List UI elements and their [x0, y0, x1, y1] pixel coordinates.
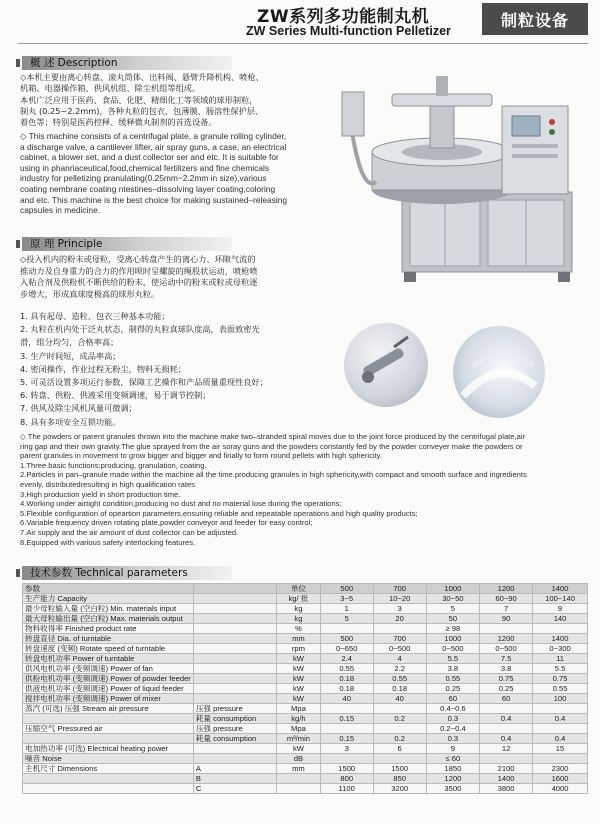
table-cell: 搅拌电机功率 (变频调速) Power of mixer: [23, 694, 194, 704]
table-cell: [193, 624, 276, 634]
table-cell: 1: [320, 604, 373, 614]
table-cell: [533, 624, 588, 634]
table-cell: 最大母粒输出量 (空白粒) Max. materials output: [23, 614, 194, 624]
table-cell: [373, 624, 426, 634]
table-cell: 主机尺寸 Dimensions: [23, 764, 194, 774]
table-row: [23, 604, 588, 614]
table-cell: 10~20: [373, 594, 426, 604]
text-line: 7.Air supply and the air amount of dust collector can be adjusted.: [20, 527, 239, 537]
table-cell: [193, 604, 276, 614]
table-row: [23, 654, 588, 664]
table-cell: 0.18: [373, 684, 426, 694]
table-row: [23, 724, 588, 734]
table-cell: 60~90: [480, 594, 533, 604]
text-line: 机箱、电器操作箱、供风机组、除尘机组等组成。: [20, 83, 201, 94]
table-cell: 1600: [533, 774, 588, 784]
table-cell: 1850: [426, 764, 480, 774]
text-line: 推动力及自身重力的合力的作用呗时呈螺旋的绳股状运动，喷枪喷: [20, 265, 258, 276]
table-cell: [533, 754, 588, 764]
table-cell: [23, 784, 194, 794]
table-cell: 蒸汽 (可选) 压强 Stream air pressure: [23, 704, 194, 714]
text-line: ◇投入机内的粉末或母粒，受离心转盘产生的离心力、环隙气流的: [20, 254, 256, 264]
table-cell: 0.55: [426, 674, 480, 684]
table-cell: 供粉电机功率 (变频调速) Power of powder feeder: [23, 674, 194, 684]
description-en: [20, 131, 287, 216]
table-cell: 700: [373, 634, 426, 644]
table-cell: [480, 624, 533, 634]
table-cell: 5.5: [426, 654, 480, 664]
table-cell: kW: [277, 694, 321, 704]
text-line: ◇ The powders or parent granules thrown into the machine make two–stranded spiral moves due to the joint force produced by the centrifugal plate,air: [20, 432, 526, 441]
table-cell: kg: [277, 604, 321, 614]
table-row: [23, 594, 588, 604]
table-row: [23, 614, 588, 624]
table-cell: 0.55: [373, 674, 426, 684]
table-cell: [193, 644, 276, 654]
table-cell: 850: [373, 774, 426, 784]
table-cell: [533, 724, 588, 734]
table-cell: 0~300: [533, 644, 588, 654]
table-row: [23, 754, 588, 764]
table-cell: 0~650: [320, 644, 373, 654]
table-cell: 700: [373, 584, 426, 594]
table-cell: [23, 714, 194, 724]
table-cell: 2.2: [373, 664, 426, 674]
table-cell: [193, 634, 276, 644]
table-cell: 30~50: [426, 594, 480, 604]
table-cell: [193, 594, 276, 604]
table-cell: 0.15: [320, 714, 373, 724]
table-cell: 3: [373, 604, 426, 614]
table-cell: 耗量 consumption: [193, 734, 276, 744]
table-cell: 100: [533, 694, 588, 704]
feature-item: 4. 密闭操作，作业过程无粉尘，物料无损耗；: [20, 363, 186, 374]
table-cell: dB: [277, 754, 321, 764]
table-cell: 60: [480, 694, 533, 704]
text-line: 1.Three basic functions:producing, granulation, coating.: [20, 460, 207, 470]
table-cell: 电加热功率 (可选) Electrical heating power: [23, 744, 194, 754]
table-cell: 15: [533, 744, 588, 754]
table-cell: [480, 704, 533, 714]
feature-item: 2. 丸粒在机内处于泛丸状态，制得的丸粒真球队度高，表面致密光: [20, 324, 260, 335]
table-cell: 4: [373, 654, 426, 664]
spray-gun-photo: [344, 323, 428, 407]
table-row: [23, 714, 588, 724]
table-cell: 0.4: [480, 734, 533, 744]
table-cell: kg: [277, 614, 321, 624]
table-cell: 0.2: [373, 734, 426, 744]
table-cell: 0~500: [426, 644, 480, 654]
text-line: using in phanriaceutical,food,chemical fertilizers and fine chemicals: [20, 162, 270, 173]
table-cell: [193, 654, 276, 664]
text-line: capsules in medicine.: [20, 205, 101, 216]
table-cell: 140: [533, 614, 588, 624]
table-row: [23, 744, 588, 754]
table-row: [23, 784, 588, 794]
table-row: [23, 684, 588, 694]
table-cell: 5: [320, 614, 373, 624]
table-cell: 0.2~0.4: [426, 724, 480, 734]
feature-item: 7. 供风及除尘风机风量可微调；: [20, 403, 137, 414]
table-cell: 3800: [480, 784, 533, 794]
text-line: and etc. This machine is the best choice for making sustained–releasing: [20, 194, 288, 205]
table-cell: 7: [480, 604, 533, 614]
text-line: 2.Particles in pan–granule made within the machine all the time.producing granules in high sphericity,with compact and smooth surface and ingredients: [20, 470, 527, 480]
table-cell: 1400: [533, 584, 588, 594]
principle-heading: 原 理 Principle: [22, 237, 232, 251]
table-cell: 0.55: [320, 664, 373, 674]
table-cell: 0.18: [320, 684, 373, 694]
table-cell: ≤ 60: [426, 754, 480, 764]
feature-item: 5. 可灵活设置多项运行参数，保障工艺操作和产品质量重现性良好；: [20, 377, 268, 388]
table-cell: B: [193, 774, 276, 784]
table-cell: 1200: [426, 774, 480, 784]
table-cell: kW: [277, 664, 321, 674]
table-cell: 1200: [480, 584, 533, 594]
table-row: [23, 624, 588, 634]
table-cell: 3.8: [480, 664, 533, 674]
table-cell: kW: [277, 654, 321, 664]
table-row: [23, 694, 588, 704]
table-cell: [320, 754, 373, 764]
table-cell: 1400: [480, 774, 533, 784]
table-cell: 3: [320, 744, 373, 754]
table-cell: 6: [373, 744, 426, 754]
feature-item: 3. 生产时间短，成品率高；: [20, 350, 121, 361]
table-cell: 5.5: [533, 664, 588, 674]
table-cell: 0.55: [533, 684, 588, 694]
text-line: 入粘合剂及供粉机不断供给的粉末，使运动中的粉末或粒或母粒逐: [20, 277, 258, 288]
features-cn: [20, 310, 268, 429]
table-cell: 20: [373, 614, 426, 624]
text-line: ◇ This machine consists of a centrifugal plate, a granule rolling cylinder,: [20, 131, 287, 141]
table-cell: ≥ 98: [426, 624, 480, 634]
text-line: ring gap and their own gravity.The glue sprayed from the air soray guns and the powders constantly fed by the powder conveyer make the powders or: [20, 441, 523, 451]
table-cell: 5: [426, 604, 480, 614]
table-cell: 3200: [373, 784, 426, 794]
table-cell: 供液电机功率 (变频调速) Power of liquid feeder: [23, 684, 194, 694]
table-cell: 11: [533, 654, 588, 664]
table-cell: 2.4: [320, 654, 373, 664]
table-cell: %: [277, 624, 321, 634]
pellets-photo: [453, 326, 545, 418]
text-line: 5.Flexible configuration of opeartion parameters,ensuring reliable and repeatable operations and high quality products;: [20, 508, 418, 518]
table-cell: [193, 754, 276, 764]
table-cell: 2100: [480, 764, 533, 774]
table-cell: 0~500: [373, 644, 426, 654]
table-cell: 0.15: [320, 734, 373, 744]
table-cell: 1000: [426, 584, 480, 594]
table-cell: 500: [320, 634, 373, 644]
table-cell: [480, 724, 533, 734]
description-heading: 概 述 Description: [22, 56, 232, 70]
table-cell: 单位: [277, 584, 321, 594]
pelletizer-machine-image: [332, 72, 588, 290]
table-cell: [277, 774, 321, 784]
table-row: [23, 764, 588, 774]
table-cell: m³/min: [277, 734, 321, 744]
feature-item: 6. 转盘、供粉、供液采用变频调速，易于调节控制；: [20, 390, 211, 401]
table-cell: [373, 754, 426, 764]
table-cell: 0.25: [426, 684, 480, 694]
table-cell: [193, 694, 276, 704]
table-cell: 3.8: [426, 664, 480, 674]
table-cell: [193, 744, 276, 754]
table-cell: 500: [320, 584, 373, 594]
table-cell: [277, 784, 321, 794]
text-line: evenly, distributedresulting in high qualification rates: [20, 479, 196, 489]
principle-en: [20, 432, 527, 547]
table-cell: [193, 584, 276, 594]
feature-item: 1. 具有起母、造粒、包衣三种基本功能；: [20, 311, 170, 321]
table-cell: kg/h: [277, 714, 321, 724]
table-cell: 0.25: [480, 684, 533, 694]
principle-cn: [20, 254, 257, 300]
table-cell: [480, 754, 533, 764]
technical-heading: 技术参数 Technical parameters: [22, 566, 232, 580]
table-cell: 0.4: [533, 714, 588, 724]
text-line: 着色等；特别是医药控释、缓释微丸制剂的首选设备。: [20, 117, 217, 128]
table-row: [23, 674, 588, 684]
table-cell: [23, 734, 194, 744]
text-line: 步增大，形成真球度极高的球形丸粒。: [20, 288, 160, 299]
table-cell: 9: [533, 604, 588, 614]
table-cell: 1100: [320, 784, 373, 794]
table-cell: 60: [426, 694, 480, 704]
table-cell: 0.4~0.6: [426, 704, 480, 714]
table-cell: Mpa: [277, 704, 321, 714]
text-line: parent granules in movement to grow bigger and bigger and finally to form round pellets with high sphericity.: [20, 451, 383, 461]
table-cell: 压强 pressure: [193, 704, 276, 714]
feature-item: 8. 具有多项安全互锁功能。: [20, 416, 121, 427]
table-cell: A: [193, 764, 276, 774]
table-cell: 供风电机功率 (变频调速) Power of fan: [23, 664, 194, 674]
table-row: [23, 734, 588, 744]
table-cell: mm: [277, 634, 321, 644]
table-cell: 0~500: [480, 644, 533, 654]
text-line: 8.Equipped with various safety interlocking features.: [20, 537, 196, 547]
text-line: a discharge valve, a cantilever lifter, air spray guns, a case, an electrical: [20, 141, 287, 152]
table-cell: [533, 704, 588, 714]
text-line: 3.High production yield in short production time.: [20, 489, 181, 499]
table-row: [23, 644, 588, 654]
table-cell: 1500: [373, 764, 426, 774]
table-cell: 0.3: [426, 714, 480, 724]
table-cell: 40: [373, 694, 426, 704]
table-cell: 转盘直径 Dia. of turntable: [23, 634, 194, 644]
table-cell: 100~140: [533, 594, 588, 604]
table-header-row: [23, 584, 588, 594]
feature-item: 滑，组分均匀，合格率高；: [20, 337, 119, 348]
table-cell: 12: [480, 744, 533, 754]
table-cell: 3~5: [320, 594, 373, 604]
table-cell: 1000: [426, 634, 480, 644]
table-cell: 压强 pressure: [193, 724, 276, 734]
technical-parameters-table: [22, 583, 588, 794]
table-cell: 物料收得率 Finished product rate: [23, 624, 194, 634]
table-cell: 转盘电机功率 Power of turntable: [23, 654, 194, 664]
text-line: ◇本机主要由离心转盘、滚丸筒体、出料阀、悬臂升降机构、喷枪、: [20, 72, 264, 82]
table-cell: [193, 684, 276, 694]
table-cell: C: [193, 784, 276, 794]
text-line: industry for pelletizing pranulating(0.25mm~2.2mm in size),various: [20, 173, 267, 184]
table-cell: 压缩空气 Pressured air: [23, 724, 194, 734]
table-cell: 转盘速度 (变频) Rotate speed of turntable: [23, 644, 194, 654]
table-cell: 800: [320, 774, 373, 784]
text-line: 本机广泛应用于医药、食品、化肥、精细化工等领域的球形制粒，: [20, 94, 258, 105]
category-tab: 制粒设备: [482, 3, 588, 35]
table-cell: kW: [277, 744, 321, 754]
table-cell: [320, 724, 373, 734]
table-cell: 90: [480, 614, 533, 624]
table-cell: 耗量 consumption: [193, 714, 276, 724]
table-cell: mm: [277, 764, 321, 774]
text-line: cabinet, a blower set, and a dust collector ser and etc. It is suitable for: [20, 152, 279, 163]
table-cell: 最少母粒输入量 (空白粒) Min. materials input: [23, 604, 194, 614]
text-line: 4.Working under airtight condition,producing no dust and no material lose during the operations;: [20, 499, 342, 509]
table-cell: 0.4: [480, 714, 533, 724]
table-cell: 4000: [533, 784, 588, 794]
table-cell: Mpa: [277, 724, 321, 734]
description-cn: [20, 72, 264, 128]
table-cell: 0.3: [426, 734, 480, 744]
text-line: coating nembrane coating ntestines–dissolving layer coating,coloring: [20, 183, 276, 194]
table-cell: 噪音 Noise: [23, 754, 194, 764]
header-divider: [18, 43, 588, 44]
page-title-en: ZW Series Multi-function Pelletizer: [246, 24, 451, 38]
table-cell: 0.75: [533, 674, 588, 684]
table-cell: 1200: [480, 634, 533, 644]
table-cell: kW: [277, 674, 321, 684]
table-cell: 2300: [533, 764, 588, 774]
table-cell: 0.4: [533, 734, 588, 744]
table-cell: 40: [320, 694, 373, 704]
table-row: [23, 634, 588, 644]
table-row: [23, 664, 588, 674]
table-cell: [193, 674, 276, 684]
table-cell: kg/ 批: [277, 594, 321, 604]
table-cell: 7.5: [480, 654, 533, 664]
text-line: 制丸 (0.25~2.2mm)，各种丸粒的包衣，包薄膜、肠溶性保护层、: [20, 105, 264, 116]
table-cell: [193, 614, 276, 624]
table-cell: 9: [426, 744, 480, 754]
table-cell: [193, 664, 276, 674]
table-row: [23, 774, 588, 784]
table-cell: 50: [426, 614, 480, 624]
page-title-cn: ZW系列多功能制丸机: [257, 7, 430, 27]
table-cell: 0.18: [320, 674, 373, 684]
table-cell: 1400: [533, 634, 588, 644]
table-row: [23, 704, 588, 714]
table-cell: 0.75: [480, 674, 533, 684]
table-cell: 0.2: [373, 714, 426, 724]
table-cell: 生产能力 Capacity: [23, 594, 194, 604]
table-cell: rpm: [277, 644, 321, 654]
table-cell: [373, 704, 426, 714]
table-cell: 参数: [23, 584, 194, 594]
table-cell: [373, 724, 426, 734]
table-cell: 3500: [426, 784, 480, 794]
table-cell: [23, 774, 194, 784]
text-line: 6.Variable frequency driven rotating plate,powder conveyor and feeder for easy control;: [20, 518, 313, 528]
table-cell: 1500: [320, 764, 373, 774]
table-cell: kW: [277, 684, 321, 694]
table-cell: [320, 704, 373, 714]
table-cell: [320, 624, 373, 634]
